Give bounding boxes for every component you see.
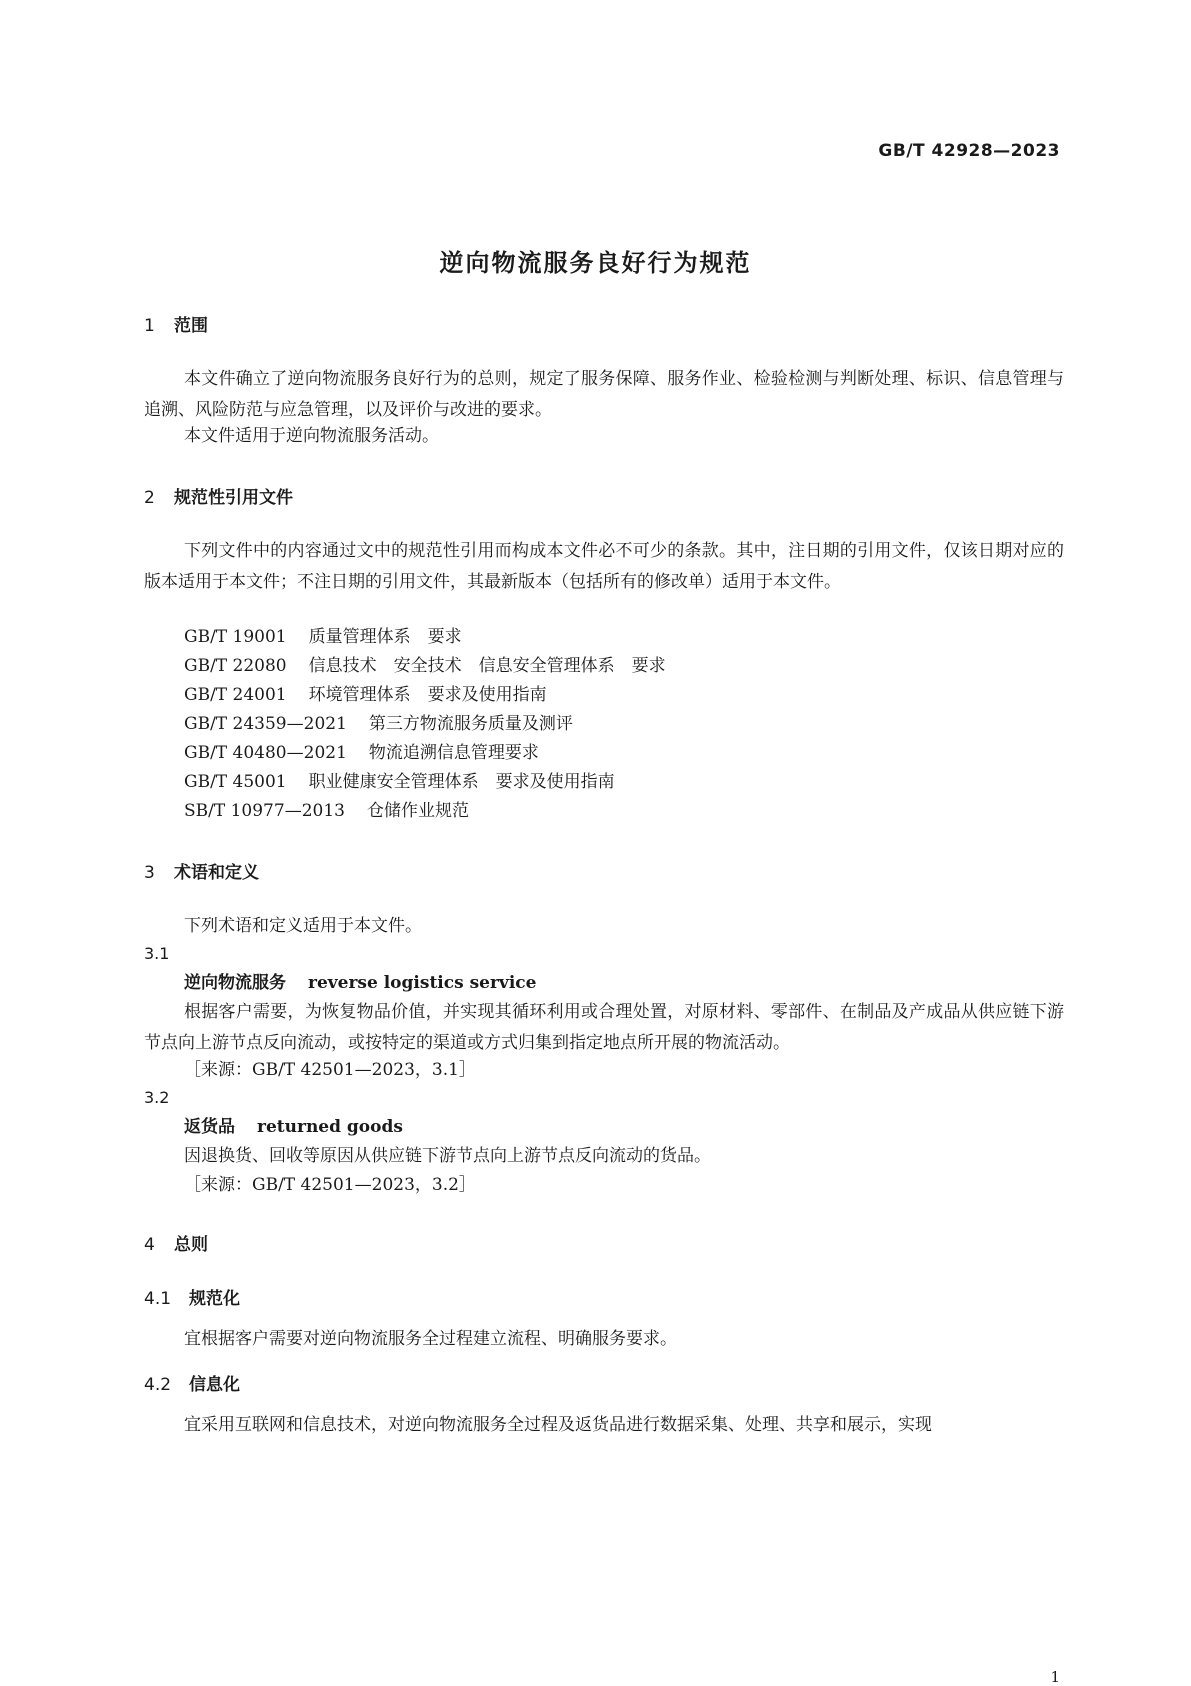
subsection-title: 规范化 bbox=[189, 1289, 240, 1309]
section-1-paragraph-2: 本文件适用于逆向物流服务活动。 bbox=[184, 426, 439, 446]
section-number: 2 bbox=[144, 488, 155, 508]
term-heading bbox=[184, 1112, 403, 1143]
reference-code: GB/T 24001 bbox=[184, 685, 287, 705]
reference-code: GB/T 22080 bbox=[184, 656, 287, 676]
subsection-4-1-text: 宜根据客户需要对逆向物流服务全过程建立流程、明确服务要求。 bbox=[184, 1329, 677, 1349]
reference-title: 信息技术 安全技术 信息安全管理体系 要求 bbox=[308, 656, 666, 676]
subsection-number: 4.2 bbox=[144, 1375, 172, 1395]
reference-item bbox=[184, 651, 666, 682]
standard-number: GB/T 42928—2023 bbox=[878, 141, 1060, 161]
subsection-title: 信息化 bbox=[189, 1375, 240, 1395]
term-heading bbox=[184, 968, 536, 999]
term-english: returned goods bbox=[257, 1117, 403, 1137]
reference-title: 第三方物流服务质量及测评 bbox=[368, 714, 573, 734]
subsection-4-2-heading bbox=[144, 1370, 240, 1395]
section-1-heading bbox=[144, 311, 208, 336]
reference-item bbox=[184, 796, 469, 827]
reference-code: GB/T 45001 bbox=[184, 772, 287, 792]
reference-code: SB/T 10977—2013 bbox=[184, 801, 345, 821]
reference-title: 仓储作业规范 bbox=[366, 801, 469, 821]
reference-title: 职业健康安全管理体系 要求及使用指南 bbox=[308, 772, 615, 792]
term-number: 3.2 bbox=[144, 1088, 170, 1107]
reference-title: 环境管理体系 要求及使用指南 bbox=[308, 685, 547, 705]
reference-code: GB/T 19001 bbox=[184, 627, 287, 647]
section-number: 4 bbox=[144, 1235, 155, 1255]
reference-title: 质量管理体系 要求 bbox=[308, 627, 462, 647]
reference-item bbox=[184, 767, 615, 798]
section-number: 3 bbox=[144, 863, 155, 883]
reference-item bbox=[184, 709, 573, 740]
section-3-heading bbox=[144, 858, 259, 883]
section-title: 术语和定义 bbox=[174, 863, 259, 883]
page-number: 1 bbox=[1050, 1668, 1060, 1686]
term-chinese: 逆向物流服务 bbox=[184, 973, 286, 993]
section-3-intro: 下列术语和定义适用于本文件。 bbox=[184, 916, 422, 936]
section-2-heading bbox=[144, 483, 293, 508]
document-title: 逆向物流服务良好行为规范 bbox=[439, 249, 752, 277]
reference-item bbox=[184, 738, 539, 769]
section-number: 1 bbox=[144, 316, 155, 336]
section-1-paragraph-1: 本文件确立了逆向物流服务良好行为的总则，规定了服务保障、服务作业、检验检测与判断处理、标识、信息管理与追溯、风险防范与应急管理，以及评价与改进的要求。 bbox=[144, 369, 1064, 420]
term-definition: 因退换货、回收等原因从供应链下游节点向上游节点反向流动的货品。 bbox=[184, 1146, 711, 1166]
term-chinese: 返货品 bbox=[184, 1117, 235, 1137]
section-title: 范围 bbox=[174, 316, 208, 336]
subsection-4-2-text: 宜采用互联网和信息技术，对逆向物流服务全过程及返货品进行数据采集、处理、共享和展示，实现 bbox=[184, 1415, 932, 1435]
section-2-intro: 下列文件中的内容通过文中的规范性引用而构成本文件必不可少的条款。其中，注日期的引用文件，仅该日期对应的版本适用于本文件；不注日期的引用文件，其最新版本（包括所有的修改单）适用于本文件。 bbox=[144, 541, 1064, 592]
section-4-heading bbox=[144, 1230, 208, 1255]
reference-code: GB/T 40480—2021 bbox=[184, 743, 347, 763]
reference-item bbox=[184, 622, 462, 653]
term-definition: 根据客户需要，为恢复物品价值，并实现其循环利用或合理处置，对原材料、零部件、在制品及产成品从供应链下游节点向上游节点反向流动，或按特定的渠道或方式归集到指定地点所开展的物流活动。 bbox=[144, 1002, 1064, 1053]
reference-code: GB/T 24359—2021 bbox=[184, 714, 347, 734]
term-english: reverse logistics service bbox=[308, 973, 537, 993]
subsection-4-1-heading bbox=[144, 1284, 240, 1309]
term-source: ［来源：GB/T 42501—2023，3.1］ bbox=[184, 1060, 476, 1080]
section-title: 总则 bbox=[174, 1235, 208, 1255]
reference-title: 物流追溯信息管理要求 bbox=[368, 743, 539, 763]
term-source: ［来源：GB/T 42501—2023，3.2］ bbox=[184, 1175, 476, 1195]
subsection-number: 4.1 bbox=[144, 1289, 172, 1309]
section-title: 规范性引用文件 bbox=[174, 488, 293, 508]
term-number: 3.1 bbox=[144, 944, 170, 963]
reference-item bbox=[184, 680, 547, 711]
